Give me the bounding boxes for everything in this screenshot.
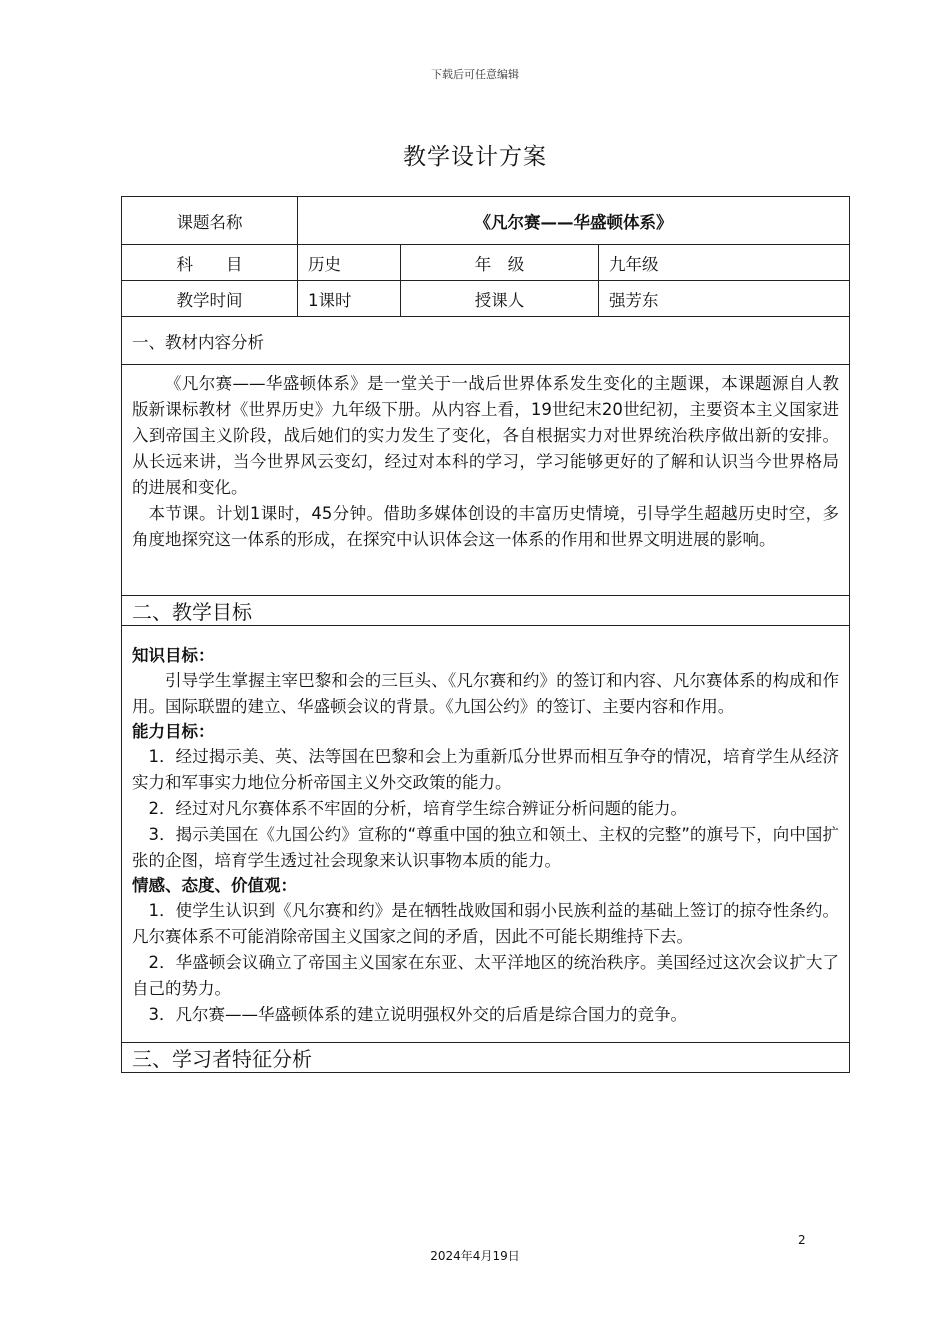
values-item: 1．使学生认识到《凡尔赛和约》是在牺牲战败国和弱小民族利益的基础上签订的掠夺性条约。凡尔赛体系不可能消除帝国主义国家之间的矛盾，因此不可能长期维持下去。 — [132, 901, 839, 946]
ability-goal-title: 能力目标： — [132, 722, 215, 741]
section1-paragraph-1: 《凡尔赛——华盛顿体系》是一堂关于一战后世界体系发生变化的主题课，本课题源自人教版新课标教材《世界历史》九年级下册。从内容上看，19世纪末20世纪初，主要资本主义国家进入到帝国主义阶段，战后她们的实力发生了变化，各自根据实力对世界统治秩序做出新的安排。从长远来讲，当今世界风云变幻，经过对本科的学习，学习能够更好的了解和认识当今世界格局的进展和变化。 — [132, 374, 839, 497]
grade-label: 年 级 — [401, 245, 599, 281]
section1-paragraph-2: 本节课。计划1课时，45分钟。借助多媒体创设的丰富历史情境，引导学生超越历史时空，多角度地探究这一体系的形成，在探究中认识体会这一体系的作用和世界文明进展的影响。 — [132, 504, 839, 549]
header-note: 下载后可任意编辑 — [431, 68, 519, 81]
ability-item: 3．揭示美国在《九国公约》宣称的“尊重中国的独立和领土、主权的完整”的旗号下，向中国扩张的企图，培育学生透过社会现象来认识事物本质的能力。 — [132, 825, 839, 870]
footer-date: 2024年4月19日 — [430, 1249, 520, 1263]
section1-heading: 一、教材内容分析 — [122, 317, 850, 365]
teacher-value: 强芳东 — [599, 281, 850, 317]
section2-content-row — [122, 626, 850, 1043]
subject-label: 科 目 — [122, 245, 298, 281]
ability-item: 1．经过揭示美、英、法等国在巴黎和会上为重新瓜分世界而相互争夺的情况，培育学生从经济实力和军事实力地位分析帝国主义外交政策的能力。 — [132, 747, 839, 792]
knowledge-goal-text: 引导学生掌握主宰巴黎和会的三巨头、《凡尔赛和约》的签订和内容、凡尔赛体系的构成和作用。国际联盟的建立、华盛顿会议的背景。《九国公约》的签订、主要内容和作用。 — [132, 671, 839, 716]
section2-heading-row — [122, 596, 850, 626]
time-row — [122, 281, 850, 317]
topic-label: 课题名称 — [122, 197, 298, 245]
section1-heading-row — [122, 317, 850, 365]
values-goal-title: 情感、态度、价值观： — [132, 876, 297, 895]
topic-value: 《凡尔赛——华盛顿体系》 — [298, 197, 850, 245]
section3-heading-row — [122, 1043, 850, 1073]
topic-row — [122, 197, 850, 245]
section1-content-row — [122, 365, 850, 596]
time-label: 教学时间 — [122, 281, 298, 317]
section1-content — [122, 365, 850, 596]
document-title: 教学设计方案 — [403, 144, 547, 170]
section2-heading: 二、教学目标 — [122, 596, 850, 626]
time-value: 1课时 — [298, 281, 401, 317]
section3-heading: 三、学习者特征分析 — [122, 1043, 850, 1073]
values-item: 3．凡尔赛——华盛顿体系的建立说明强权外交的后盾是综合国力的竞争。 — [148, 1005, 687, 1024]
values-item: 2．华盛顿会议确立了帝国主义国家在东亚、太平洋地区的统治秩序。美国经过这次会议扩大了自己的势力。 — [132, 953, 839, 998]
subject-row — [122, 245, 850, 281]
teacher-label: 授课人 — [401, 281, 599, 317]
ability-item: 2．经过对凡尔赛体系不牢固的分析，培育学生综合辨证分析问题的能力。 — [148, 799, 687, 818]
knowledge-goal-title: 知识目标： — [132, 646, 215, 665]
lesson-plan-table — [121, 196, 850, 1073]
grade-value: 九年级 — [599, 245, 850, 281]
section2-content — [122, 626, 850, 1043]
subject-value: 历史 — [298, 245, 401, 281]
page-number: 2 — [798, 1233, 806, 1247]
